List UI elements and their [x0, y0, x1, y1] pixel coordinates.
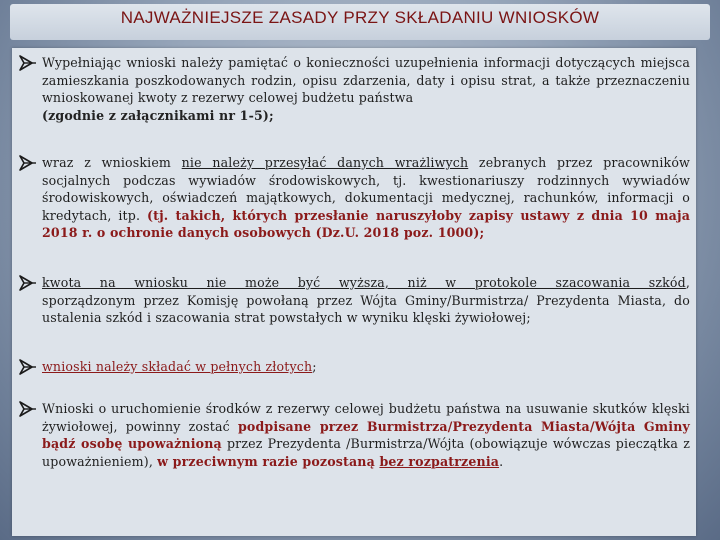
bullet-2-intro: wraz z wnioskiem [42, 155, 182, 170]
arrow-bullet-icon [18, 55, 38, 71]
bullet-4-full-zloty-rule: wnioski należy składać w pełnych złotych [42, 359, 313, 374]
bullet-3-body: , sporządzonym przez Komisję powołaną przez Wójta Gminy/Burmistrza/ Prezydenta Miasta, do ustalenia szkód i szacowania strat powstałych w wyniku klęski żywiołowej; [42, 275, 690, 325]
bullet-4-end: ; [312, 359, 317, 374]
bullet-3-amount-rule: kwota na wniosku nie może być wyższa, niż w protokole szacowania szkód [42, 275, 686, 290]
content-panel [12, 48, 696, 536]
bullet-5-otherwise: w przeciwnym razie pozostaną [157, 453, 380, 469]
bullet-5-intro: Wnioski o uruchomienie środków z rezerwy celowej budżetu państwa na usuwanie skutków klęski żywiołowej, powinny zostać [42, 401, 690, 434]
bullet-5-not-considered: bez rozpatrzenia [379, 453, 500, 469]
arrow-bullet-icon [18, 359, 38, 375]
arrow-bullet-icon [18, 155, 38, 171]
bullet-item-3 [18, 274, 690, 327]
bullet-2-sensitive-data: nie należy przesyłać danych wrażliwych [181, 155, 469, 170]
bullet-1-attachments-note: (zgodnie z załącznikami nr 1-5); [42, 107, 274, 123]
bullet-5-end: . [499, 453, 504, 469]
bullet-5-body: przez Prezydenta /Burmistrza/Wójta (obowiązuje wówczas pieczątka z upoważnieniem), [42, 436, 690, 469]
bullet-text-5 [42, 400, 690, 470]
bullet-text-4 [42, 358, 690, 376]
arrow-bullet-icon [18, 275, 38, 291]
bullet-item-4 [18, 358, 690, 376]
bullet-item-5 [18, 400, 690, 470]
bullet-text-1 [42, 54, 690, 124]
page-title: NAJWAŻNIEJSZE ZASADY PRZY SKŁADANIU WNIOSKÓW [120, 8, 600, 27]
bullet-1-text: Wypełniając wnioski należy pamiętać o konieczności uzupełnienia informacji dotyczących miejsca zamieszkania poszkodowanych rodzin, opisu zdarzenia, daty i opisu strat, a także przeznaczeniu wnioskowanej kwoty z rezerwy celowej budżetu państwa [42, 55, 690, 105]
bullet-text-3 [42, 274, 690, 327]
bullet-item-1 [18, 54, 690, 124]
bullet-2-legal-note: (tj. takich, których przesłanie naruszyłoby zapisy ustawy z dnia 10 maja 2018 r. o ochronie danych osobowych (Dz.U. 2018 poz. 1000); [42, 207, 691, 240]
bullet-text-2 [42, 154, 690, 242]
bullet-item-2 [18, 154, 690, 242]
bullet-2-body: zebranych przez pracowników socjalnych podczas wywiadów środowiskowych, tj. kwestionariuszy rodzinnych wywiadów środowiskowych, oświadczeń majątkowych, dokumentacji medycznej, rachunków, informacji o kredytach, itp. [42, 155, 690, 223]
arrow-bullet-icon [18, 401, 38, 417]
bullet-5-signature-rule: podpisane przez Burmistrza/Prezydenta Miasta/Wójta Gminy bądź osobę upoważnioną [42, 418, 690, 451]
